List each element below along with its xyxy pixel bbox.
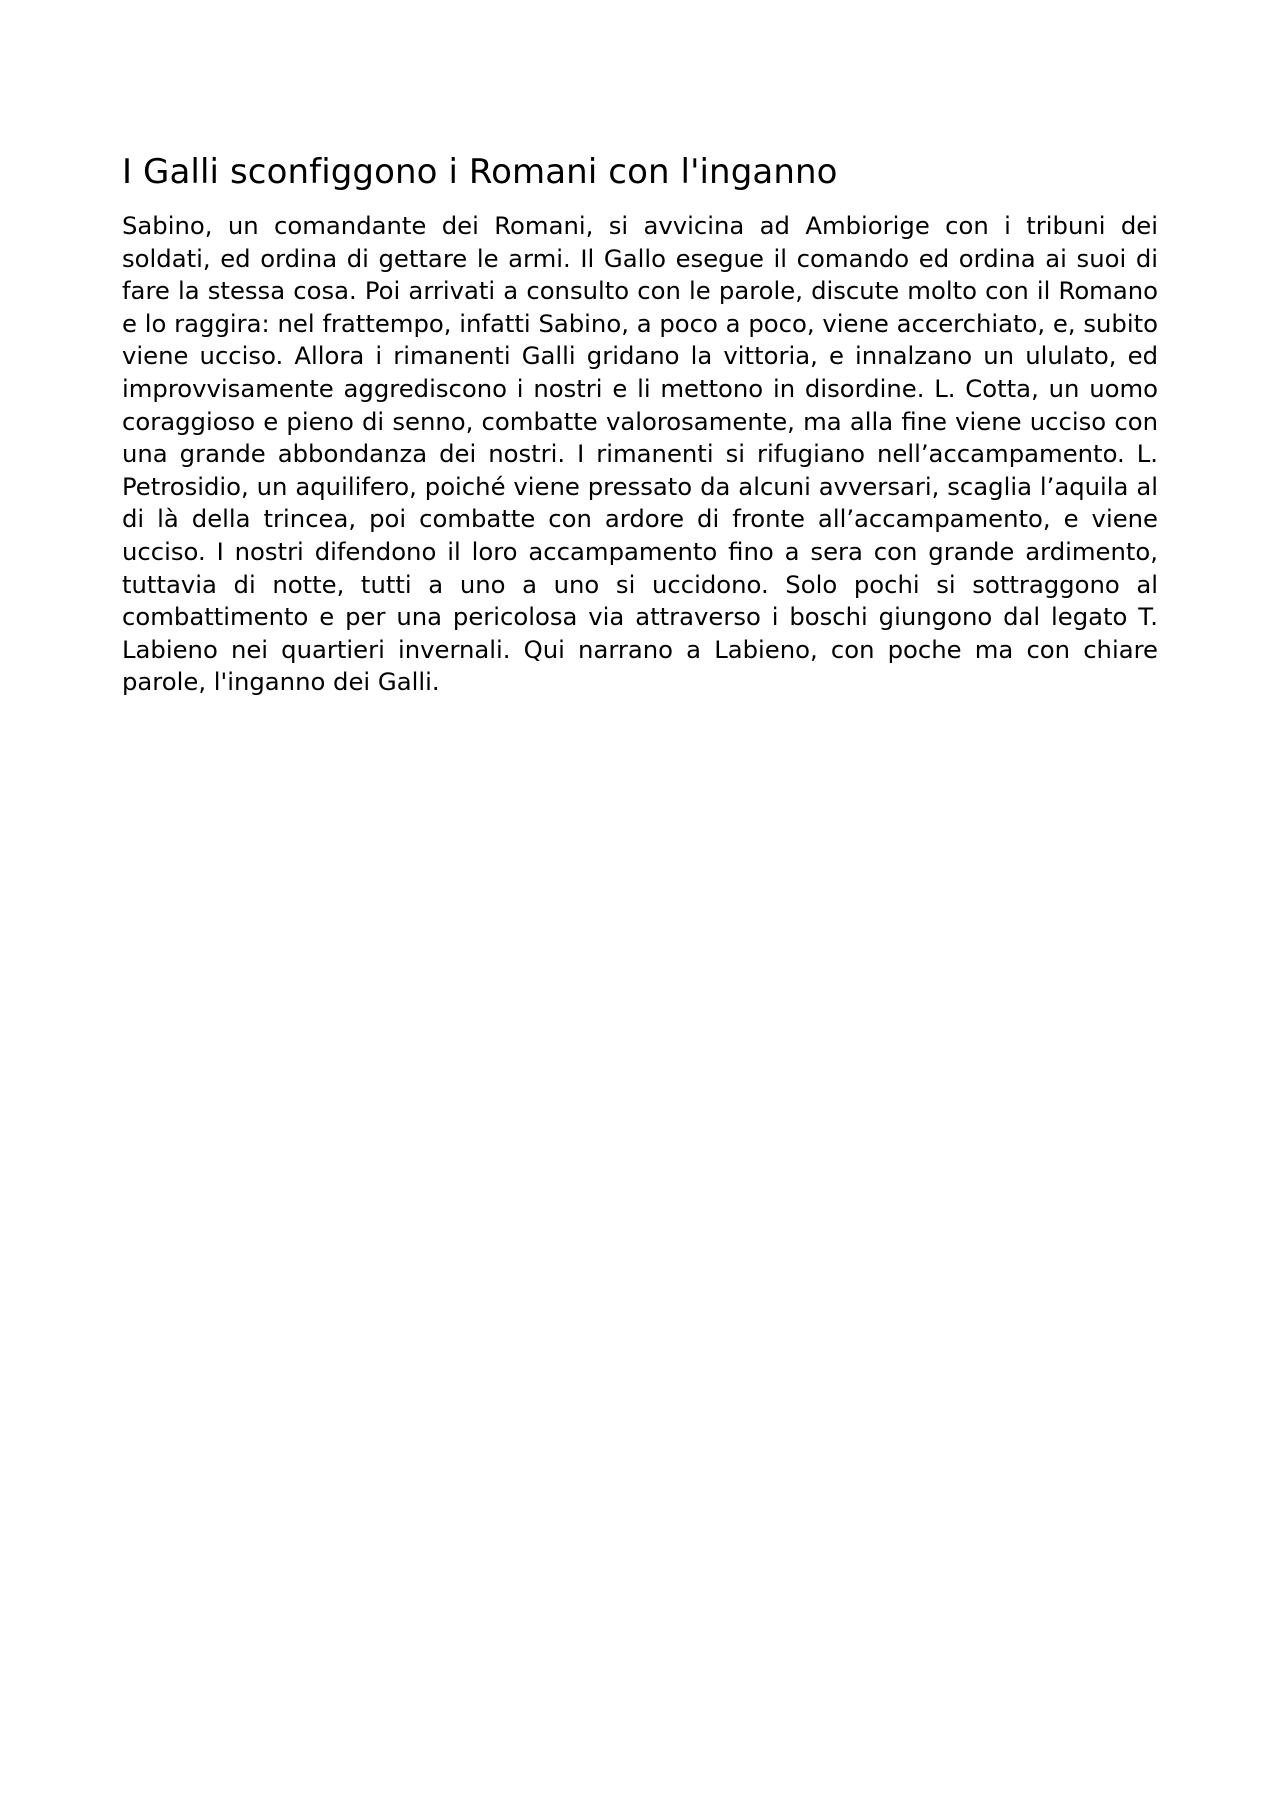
document-page <box>122 150 1158 699</box>
document-title: I Galli sconfiggono i Romani con l'inganno <box>122 152 838 192</box>
document-body-paragraph: Sabino, un comandante dei Romani, si avvicina ad Ambiorige con i tribuni dei soldati, ed ordina di gettare le armi. Il Gallo esegue il comando ed ordina ai suoi di fare la stessa cosa. Poi arrivati a consulto con le parole, discute molto con il Romano e lo raggira: nel frattempo, infatti Sabino, a poco a poco, viene accerchiato, e, subito viene ucciso. Allora i rimanenti Galli gridano la vittoria, e innalzano un ululato, ed improvvisamente aggrediscono i nostri e li mettono in disordine. L. Cotta, un uomo coraggioso e pieno di senno, combatte valorosamente, ma alla fine viene ucciso con una grande abbondanza dei nostri. I rimanenti si rifugiano nell’accampamento. L. Petrosidio, un aquilifero, poiché viene pressato da alcuni avversari, scaglia l’aquila al di là della trincea, poi combatte con ardore di fronte all’accampamento, e viene ucciso. I nostri difendono il loro accampamento fino a sera con grande ardimento, tuttavia di notte, tutti a uno a uno si uccidono. Solo pochi si sottraggono al combattimento e per una pericolosa via attraverso i boschi giungono dal legato T. Labieno nei quartieri invernali. Qui narrano a Labieno, con poche ma con chiare parole, l'inganno dei Galli. <box>122 211 1158 697</box>
